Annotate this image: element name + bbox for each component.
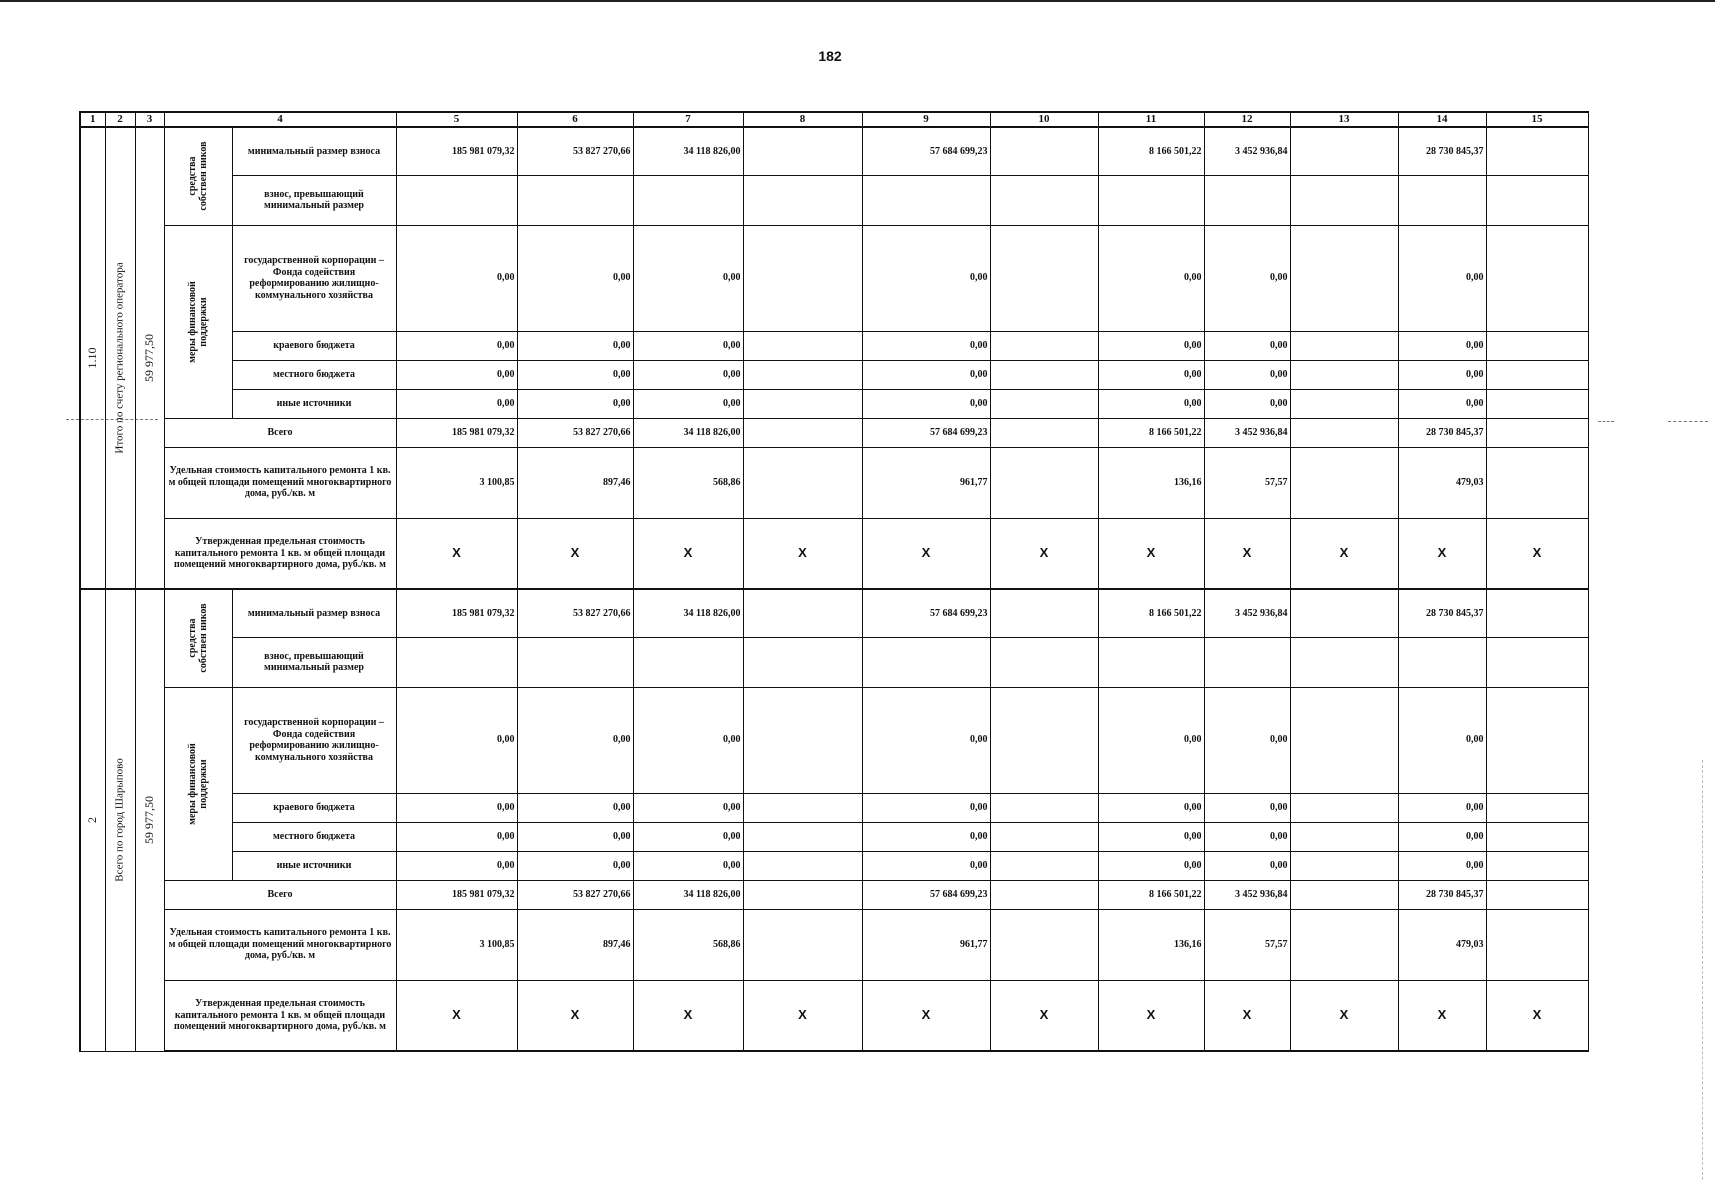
block-area: 59 977,50: [141, 334, 156, 382]
total-row: [80, 418, 1588, 447]
value-cell: [1486, 822, 1588, 851]
support-group-label: меры финансовой поддержки: [187, 742, 209, 825]
other-sources-row: [80, 389, 1588, 418]
value-cell: 0,00: [517, 360, 633, 389]
col-header-6: 6: [517, 112, 633, 127]
value-cell: [743, 880, 862, 909]
own-funds-group-cell: [164, 127, 232, 225]
limit-cost-row: [80, 980, 1588, 1051]
row-label: минимальный размер взноса: [232, 127, 396, 175]
value-cell: 34 118 826,00: [633, 880, 743, 909]
value-cell: 0,00: [396, 822, 517, 851]
own-funds-group-label: средства собствен ников: [187, 141, 209, 211]
value-cell: 8 166 501,22: [1098, 418, 1204, 447]
value-cell: [743, 447, 862, 518]
block-area-cell: [135, 127, 164, 589]
value-cell: [1486, 127, 1588, 175]
value-cell: 0,00: [862, 225, 990, 331]
value-cell: 185 981 079,32: [396, 418, 517, 447]
value-cell: Х: [1098, 980, 1204, 1051]
top-border-line: [0, 0, 1715, 2]
value-cell: Х: [633, 980, 743, 1051]
value-cell: Х: [1486, 980, 1588, 1051]
value-cell: [1290, 687, 1398, 793]
value-cell: 0,00: [633, 687, 743, 793]
value-cell: 0,00: [633, 851, 743, 880]
block-id: 1.10: [84, 347, 99, 369]
own-funds-group-label: средства собствен ников: [187, 603, 209, 673]
value-cell: [743, 418, 862, 447]
fund-row: [80, 225, 1588, 331]
fund-row: [80, 687, 1588, 793]
value-cell: [396, 175, 517, 225]
row-label: Удельная стоимость капитального ремонта 1 кв. м общей площади помещений многоквартирного дома, руб./кв. м: [164, 447, 396, 518]
value-cell: [1486, 225, 1588, 331]
value-cell: [517, 175, 633, 225]
value-cell: [1486, 909, 1588, 980]
block-area-cell: [135, 589, 164, 1051]
value-cell: [1290, 822, 1398, 851]
row-label: Всего: [164, 880, 396, 909]
value-cell: 185 981 079,32: [396, 880, 517, 909]
value-cell: [1290, 360, 1398, 389]
value-cell: [743, 793, 862, 822]
column-number-row: [80, 112, 1588, 127]
block-name: Итого по счету регионального оператора: [113, 262, 126, 454]
value-cell: 57,57: [1204, 909, 1290, 980]
min-fee-row: [80, 589, 1588, 637]
value-cell: Х: [862, 518, 990, 589]
value-cell: 136,16: [1098, 909, 1204, 980]
value-cell: Х: [517, 980, 633, 1051]
value-cell: 28 730 845,37: [1398, 418, 1486, 447]
value-cell: 0,00: [517, 389, 633, 418]
value-cell: 568,86: [633, 447, 743, 518]
value-cell: 897,46: [517, 447, 633, 518]
block-id-cell: [80, 127, 105, 589]
value-cell: 0,00: [1398, 851, 1486, 880]
col-header-10: 10: [990, 112, 1098, 127]
value-cell: [1486, 687, 1588, 793]
value-cell: Х: [1398, 518, 1486, 589]
value-cell: 961,77: [862, 447, 990, 518]
col-header-12: 12: [1204, 112, 1290, 127]
col-header-11: 11: [1098, 112, 1204, 127]
value-cell: Х: [743, 980, 862, 1051]
value-cell: 0,00: [517, 822, 633, 851]
value-cell: [1398, 175, 1486, 225]
value-cell: [1486, 851, 1588, 880]
row-label: местного бюджета: [232, 360, 396, 389]
row-label: краевого бюджета: [232, 793, 396, 822]
value-cell: [990, 851, 1098, 880]
row-label: Утвержденная предельная стоимость капитального ремонта 1 кв. м общей площади помещений многоквартирного дома, руб./кв. м: [164, 518, 396, 589]
value-cell: [743, 225, 862, 331]
value-cell: [1290, 880, 1398, 909]
value-cell: [862, 175, 990, 225]
over-min-row: [80, 175, 1588, 225]
value-cell: 0,00: [1204, 225, 1290, 331]
value-cell: 0,00: [1204, 331, 1290, 360]
row-label: минимальный размер взноса: [232, 589, 396, 637]
row-label: Всего: [164, 418, 396, 447]
value-cell: [517, 637, 633, 687]
value-cell: 0,00: [1098, 687, 1204, 793]
col-header-8: 8: [743, 112, 862, 127]
value-cell: 0,00: [1098, 331, 1204, 360]
value-cell: 3 452 936,84: [1204, 127, 1290, 175]
value-cell: [990, 127, 1098, 175]
page-number: 182: [818, 48, 842, 64]
scan-edge-line: [1702, 760, 1704, 1180]
value-cell: [1290, 331, 1398, 360]
value-cell: [990, 589, 1098, 637]
value-cell: 53 827 270,66: [517, 127, 633, 175]
value-cell: Х: [1290, 980, 1398, 1051]
col-header-9: 9: [862, 112, 990, 127]
value-cell: 28 730 845,37: [1398, 880, 1486, 909]
value-cell: 0,00: [1398, 331, 1486, 360]
value-cell: 0,00: [862, 331, 990, 360]
value-cell: 185 981 079,32: [396, 127, 517, 175]
value-cell: Х: [633, 518, 743, 589]
row-label: взнос, превышающий минимальный размер: [232, 175, 396, 225]
block-id: 2: [84, 817, 99, 824]
value-cell: 34 118 826,00: [633, 589, 743, 637]
value-cell: [1486, 175, 1588, 225]
col-header-14: 14: [1398, 112, 1486, 127]
local-budget-row: [80, 822, 1588, 851]
value-cell: 0,00: [1204, 687, 1290, 793]
value-cell: 0,00: [517, 793, 633, 822]
value-cell: Х: [990, 980, 1098, 1051]
value-cell: Х: [1398, 980, 1486, 1051]
col-header-5: 5: [396, 112, 517, 127]
value-cell: [743, 127, 862, 175]
value-cell: 0,00: [396, 360, 517, 389]
value-cell: 0,00: [1398, 822, 1486, 851]
value-cell: 0,00: [633, 389, 743, 418]
value-cell: [990, 793, 1098, 822]
value-cell: [743, 687, 862, 793]
value-cell: 185 981 079,32: [396, 589, 517, 637]
value-cell: [1098, 637, 1204, 687]
value-cell: [990, 175, 1098, 225]
limit-cost-row: [80, 518, 1588, 589]
value-cell: [990, 389, 1098, 418]
value-cell: 34 118 826,00: [633, 127, 743, 175]
row-label: государственной корпорации – Фонда содействия реформированию жилищно-коммунального хозяйства: [232, 687, 396, 793]
row-label: иные источники: [232, 851, 396, 880]
value-cell: Х: [862, 980, 990, 1051]
value-cell: [743, 175, 862, 225]
value-cell: 0,00: [1398, 389, 1486, 418]
value-cell: [990, 637, 1098, 687]
value-cell: [396, 637, 517, 687]
value-cell: [990, 909, 1098, 980]
value-cell: [1290, 175, 1398, 225]
value-cell: 0,00: [862, 793, 990, 822]
row-label: Удельная стоимость капитального ремонта 1 кв. м общей площади помещений многоквартирного дома, руб./кв. м: [164, 909, 396, 980]
block-name-cell: [105, 127, 135, 589]
value-cell: [990, 687, 1098, 793]
value-cell: [862, 637, 990, 687]
value-cell: 8 166 501,22: [1098, 127, 1204, 175]
support-group-cell: [164, 225, 232, 418]
value-cell: Х: [396, 980, 517, 1051]
regional-budget-row: [80, 331, 1588, 360]
unit-cost-row: [80, 909, 1588, 980]
value-cell: 0,00: [862, 822, 990, 851]
col-header-15: 15: [1486, 112, 1588, 127]
value-cell: [743, 589, 862, 637]
value-cell: 53 827 270,66: [517, 880, 633, 909]
row-label: государственной корпорации – Фонда содействия реформированию жилищно-коммунального хозяйства: [232, 225, 396, 331]
value-cell: 0,00: [396, 389, 517, 418]
value-cell: 0,00: [1098, 793, 1204, 822]
value-cell: [743, 389, 862, 418]
value-cell: Х: [517, 518, 633, 589]
value-cell: 3 100,85: [396, 909, 517, 980]
value-cell: 0,00: [396, 793, 517, 822]
value-cell: 0,00: [633, 793, 743, 822]
value-cell: Х: [1204, 518, 1290, 589]
regional-budget-row: [80, 793, 1588, 822]
value-cell: 34 118 826,00: [633, 418, 743, 447]
other-sources-row: [80, 851, 1588, 880]
value-cell: 0,00: [396, 225, 517, 331]
value-cell: [1290, 418, 1398, 447]
value-cell: 0,00: [633, 225, 743, 331]
block-name-cell: [105, 589, 135, 1051]
value-cell: [1204, 637, 1290, 687]
value-cell: 0,00: [517, 851, 633, 880]
value-cell: [1290, 225, 1398, 331]
col-header-4: 4: [164, 112, 396, 127]
value-cell: [990, 447, 1098, 518]
value-cell: 0,00: [1398, 793, 1486, 822]
value-cell: 0,00: [1098, 389, 1204, 418]
value-cell: [1486, 389, 1588, 418]
value-cell: 0,00: [1204, 360, 1290, 389]
value-cell: [1486, 589, 1588, 637]
support-group-label: меры финансовой поддержки: [187, 280, 209, 363]
min-fee-row: [80, 127, 1588, 175]
scan-mark-right-1: [1598, 421, 1614, 423]
value-cell: [633, 637, 743, 687]
value-cell: [1486, 447, 1588, 518]
value-cell: 0,00: [862, 687, 990, 793]
block-id-cell: [80, 589, 105, 1051]
value-cell: 0,00: [633, 331, 743, 360]
value-cell: [990, 822, 1098, 851]
value-cell: 0,00: [1204, 793, 1290, 822]
value-cell: 0,00: [517, 225, 633, 331]
value-cell: [990, 225, 1098, 331]
row-label: местного бюджета: [232, 822, 396, 851]
value-cell: [743, 851, 862, 880]
value-cell: 0,00: [396, 331, 517, 360]
value-cell: 3 100,85: [396, 447, 517, 518]
value-cell: [743, 360, 862, 389]
col-header-3: 3: [135, 112, 164, 127]
own-funds-group-cell: [164, 589, 232, 687]
value-cell: 0,00: [517, 687, 633, 793]
value-cell: [1290, 637, 1398, 687]
value-cell: 57,57: [1204, 447, 1290, 518]
row-label: краевого бюджета: [232, 331, 396, 360]
value-cell: 28 730 845,37: [1398, 127, 1486, 175]
over-min-row: [80, 637, 1588, 687]
value-cell: 3 452 936,84: [1204, 589, 1290, 637]
value-cell: 53 827 270,66: [517, 418, 633, 447]
value-cell: 0,00: [1098, 360, 1204, 389]
value-cell: [1486, 637, 1588, 687]
value-cell: 897,46: [517, 909, 633, 980]
value-cell: [1398, 637, 1486, 687]
value-cell: 0,00: [396, 687, 517, 793]
block-area: 59 977,50: [141, 796, 156, 845]
value-cell: [1486, 880, 1588, 909]
value-cell: Х: [396, 518, 517, 589]
value-cell: 0,00: [1398, 360, 1486, 389]
value-cell: 136,16: [1098, 447, 1204, 518]
col-header-2: 2: [105, 112, 135, 127]
support-group-cell: [164, 687, 232, 880]
value-cell: Х: [990, 518, 1098, 589]
row-label: иные источники: [232, 389, 396, 418]
value-cell: 0,00: [396, 851, 517, 880]
value-cell: Х: [1098, 518, 1204, 589]
row-label: Утвержденная предельная стоимость капитального ремонта 1 кв. м общей площади помещений многоквартирного дома, руб./кв. м: [164, 980, 396, 1051]
value-cell: 3 452 936,84: [1204, 418, 1290, 447]
value-cell: [990, 418, 1098, 447]
value-cell: [990, 880, 1098, 909]
value-cell: [1098, 175, 1204, 225]
value-cell: 0,00: [517, 331, 633, 360]
value-cell: Х: [1290, 518, 1398, 589]
value-cell: 57 684 699,23: [862, 127, 990, 175]
value-cell: [1486, 360, 1588, 389]
value-cell: 0,00: [862, 851, 990, 880]
value-cell: 0,00: [1204, 822, 1290, 851]
value-cell: [1290, 909, 1398, 980]
value-cell: 28 730 845,37: [1398, 589, 1486, 637]
row-label: взнос, превышающий минимальный размер: [232, 637, 396, 687]
value-cell: 0,00: [1098, 851, 1204, 880]
value-cell: 57 684 699,23: [862, 880, 990, 909]
value-cell: 479,03: [1398, 909, 1486, 980]
value-cell: 8 166 501,22: [1098, 880, 1204, 909]
value-cell: 53 827 270,66: [517, 589, 633, 637]
value-cell: [1204, 175, 1290, 225]
value-cell: 0,00: [862, 360, 990, 389]
value-cell: 3 452 936,84: [1204, 880, 1290, 909]
value-cell: [1290, 447, 1398, 518]
col-header-7: 7: [633, 112, 743, 127]
value-cell: [1290, 127, 1398, 175]
value-cell: 0,00: [1098, 225, 1204, 331]
value-cell: Х: [1486, 518, 1588, 589]
value-cell: [990, 331, 1098, 360]
value-cell: 0,00: [1204, 389, 1290, 418]
value-cell: [1486, 418, 1588, 447]
value-cell: 57 684 699,23: [862, 589, 990, 637]
value-cell: Х: [743, 518, 862, 589]
value-cell: [743, 909, 862, 980]
capital-repair-finance-table: [79, 111, 1589, 1052]
value-cell: [1290, 389, 1398, 418]
value-cell: 0,00: [1398, 225, 1486, 331]
value-cell: 0,00: [1098, 822, 1204, 851]
value-cell: 0,00: [633, 822, 743, 851]
block-name: Всего по город Шарыпово: [113, 758, 126, 883]
value-cell: 568,86: [633, 909, 743, 980]
value-cell: [743, 637, 862, 687]
value-cell: [1486, 331, 1588, 360]
value-cell: [1486, 793, 1588, 822]
col-header-1: 1: [80, 112, 105, 127]
value-cell: [1290, 589, 1398, 637]
value-cell: 961,77: [862, 909, 990, 980]
value-cell: 479,03: [1398, 447, 1486, 518]
value-cell: 57 684 699,23: [862, 418, 990, 447]
local-budget-row: [80, 360, 1588, 389]
value-cell: 0,00: [1398, 687, 1486, 793]
value-cell: 8 166 501,22: [1098, 589, 1204, 637]
value-cell: [990, 360, 1098, 389]
value-cell: Х: [1204, 980, 1290, 1051]
total-row: [80, 880, 1588, 909]
value-cell: 0,00: [633, 360, 743, 389]
value-cell: [743, 822, 862, 851]
col-header-13: 13: [1290, 112, 1398, 127]
scan-mark-right-2: [1668, 421, 1708, 423]
value-cell: [1290, 851, 1398, 880]
value-cell: [743, 331, 862, 360]
value-cell: [633, 175, 743, 225]
value-cell: 0,00: [862, 389, 990, 418]
unit-cost-row: [80, 447, 1588, 518]
value-cell: [1290, 793, 1398, 822]
value-cell: 0,00: [1204, 851, 1290, 880]
